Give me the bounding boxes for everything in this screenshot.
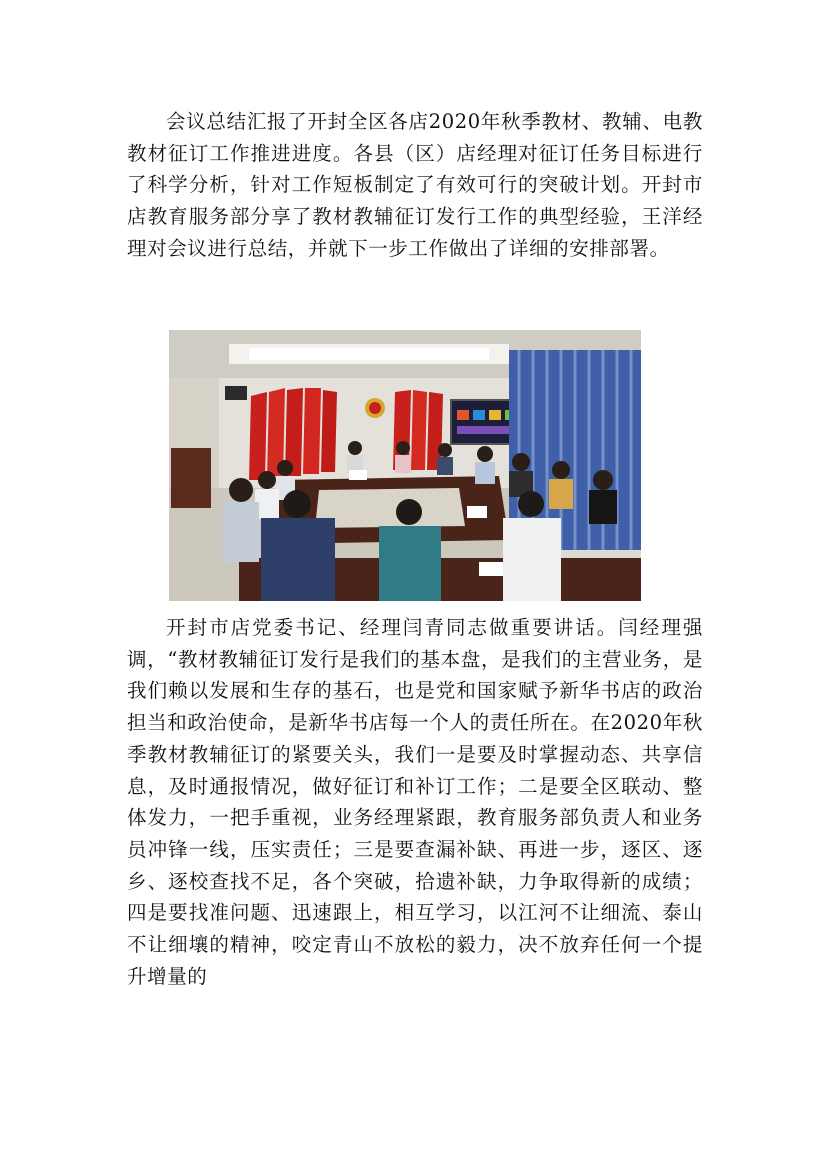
paragraph-meeting-summary: 会议总结汇报了开封全区各店2020年秋季教材、教辅、电教教材征订工作推进进度。各县（区）店经理对征订任务目标进行了科学分析，针对工作短板制定了有效可行的突破计划。开封市店教育服务部分享了教材教辅征订发行工作的典型经验，王洋经理对会议进行总结，并就下一步工作做出了详细的安排部署。 [127, 110, 703, 260]
flags-left [249, 388, 337, 480]
meeting-photo [169, 330, 641, 601]
paragraph-manager-speech: 开封市店党委书记、经理闫青同志做重要讲话。闫经理强调，“教材教辅征订发行是我们的基本盘，是我们的主营业务，是我们赖以发展和生存的基石，也是党和国家赋予新华书店的政治担当和政治使命，是新华书店每一个人的责任所在。在2020年秋季教材教辅征订的紧要关头，我们一是要及时掌握动态、共享信息，及时通报情况，做好征订和补订工作；二是要全区联动、整体发力，一把手重视，业务经理紧跟，教育服务部负责人和业务员冲锋一线，压实责任；三是要查漏补缺、再进一步，逐区、逐乡、逐校查找不足，各个突破，拾遗补缺，力争取得新的成绩；四是要找准问题、迅速跟上，相互学习，以江河不让细流、泰山不让细壤的精神，咬定青山不放松的毅力，决不放弃任何一个提升增量的 [127, 616, 703, 988]
